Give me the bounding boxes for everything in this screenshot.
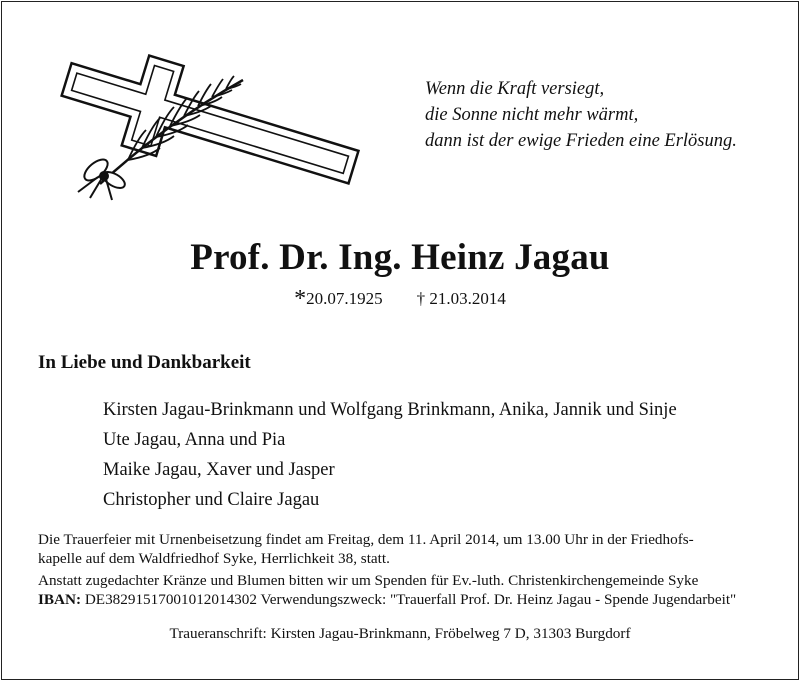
death-date: 21.03.2014 — [429, 289, 506, 308]
mourners-list — [103, 395, 677, 515]
poem-line: Wenn die Kraft versiegt, — [425, 79, 605, 99]
iban-line — [38, 590, 736, 609]
life-dates — [2, 286, 798, 313]
mourning-address: Traueranschrift: Kirsten Jagau-Brinkmann, Fröbelweg 7 D, 31303 Burgdorf — [169, 625, 631, 642]
iban-value: DE38291517001012014302 Verwendungszweck: "Trauerfall Prof. Dr. Heinz Jagau - Spende Jugendarbeit" — [81, 591, 737, 608]
poem-line: die Sonne nicht mehr wärmt, — [425, 105, 639, 125]
birth-symbol: * — [294, 286, 307, 312]
death-symbol: † — [416, 289, 426, 308]
ceremony-line: kapelle auf dem Waldfriedhof Syke, Herrlichkeit 38, statt. — [38, 550, 390, 567]
poem-line: dann ist der ewige Frieden eine Erlösung. — [425, 131, 737, 151]
cross-with-palm-branch-icon — [38, 52, 378, 202]
obituary-notice — [1, 1, 799, 680]
ceremony-info — [38, 530, 736, 609]
mourner-line: Maike Jagau, Xaver und Jasper — [103, 460, 335, 480]
ceremony-line: Die Trauerfeier mit Urnenbeisetzung findet am Freitag, dem 11. April 2014, um 13.00 Uhr in der Friedhofs- — [38, 531, 694, 548]
poem — [425, 76, 737, 154]
donation-line: Anstatt zugedachter Kränze und Blumen bitten wir um Spenden für Ev.-luth. Christenkirchengemeinde Syke — [38, 572, 699, 589]
deceased-name: Prof. Dr. Ing. Heinz Jagau — [190, 237, 610, 278]
mourner-line: Ute Jagau, Anna und Pia — [103, 430, 286, 450]
mourning-heading: In Liebe und Dankbarkeit — [38, 352, 251, 373]
iban-label: IBAN: — [38, 591, 82, 608]
mourner-line: Christopher und Claire Jagau — [103, 490, 320, 510]
birth-date: 20.07.1925 — [306, 289, 383, 308]
mourner-line: Kirsten Jagau-Brinkmann und Wolfgang Brinkmann, Anika, Jannik und Sinje — [103, 400, 677, 420]
